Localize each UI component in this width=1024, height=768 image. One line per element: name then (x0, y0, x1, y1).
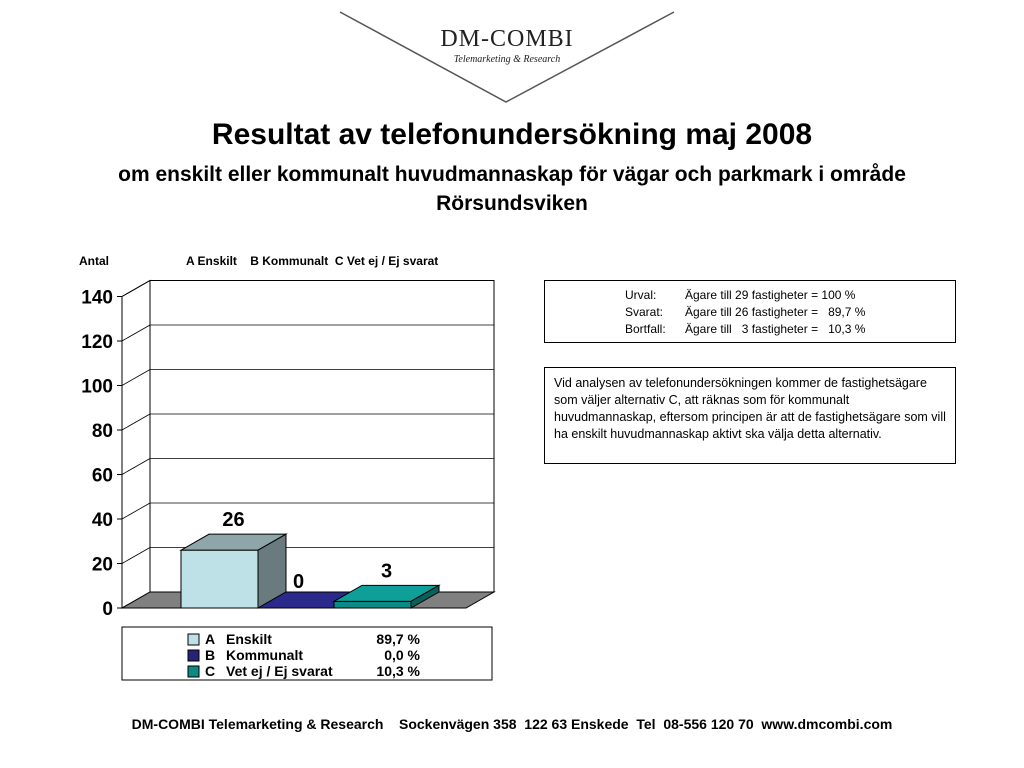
chart-series-labels: A Enskilt B Kommunalt C Vet ej / Ej svarat (186, 254, 439, 268)
legend-label: Enskilt (226, 631, 272, 647)
page-title: Resultat av telefonundersökning maj 2008 (211, 118, 813, 151)
legend-swatch (188, 666, 199, 677)
page-subtitle: om enskilt eller kommunalt huvudmannaskap för vägar och parkmark i område Rörsundsviken (118, 163, 906, 215)
info-label: Urval: (625, 288, 657, 302)
legend-swatch (188, 650, 199, 661)
info-label: Bortfall: (625, 322, 666, 336)
legend-swatch (188, 634, 199, 645)
bar-front (334, 601, 411, 608)
bar-front (181, 550, 258, 608)
analysis-note-box: Vid analysen av telefonundersökningen kommer de fastighetsägare som väljer alternativ C, att räknas som för kommunalt huvudmannaskap, eftersom principen är att de fastighetsägare som vill ha enskilt huvudmannaskap aktivt ska välja detta alternativ. (544, 367, 956, 464)
legend-key: C (205, 663, 216, 679)
chart-side-wall (122, 281, 150, 609)
legend-percent: 89,7 % (376, 631, 420, 647)
bar-data-label: 26 (222, 509, 245, 532)
y-tick-label: 140 (81, 287, 113, 309)
logo-name: DM-COMBI (440, 26, 574, 52)
legend-key: B (205, 647, 216, 663)
legend-label: Vet ej / Ej svarat (226, 663, 333, 679)
logo-tagline: Telemarketing & Research (453, 54, 561, 65)
company-logo (338, 10, 676, 106)
bar-data-label: 0 (292, 571, 305, 593)
y-tick-label: 60 (91, 465, 113, 487)
y-tick-label: 100 (81, 376, 113, 398)
info-value: Ägare till 3 fastigheter = 10,3 % (685, 322, 866, 336)
y-tick-label: 80 (91, 421, 113, 442)
y-tick-label: 20 (91, 554, 113, 576)
legend-key: A (205, 631, 216, 647)
info-value: Ägare till 29 fastigheter = 100 % (685, 288, 856, 302)
footer-contact: DM-COMBI Telemarketing & Research Sockenvägen 358 122 63 Enskede Tel 08-556 120 70 www.dmcombi.com (131, 716, 893, 732)
legend-percent: 10,3 % (376, 663, 420, 679)
y-tick-label: 0 (102, 599, 113, 620)
legend-label: Kommunalt (226, 647, 303, 663)
sample-info-box (544, 280, 956, 343)
legend-percent: 0,0 % (384, 647, 420, 663)
y-tick-label: 120 (81, 332, 113, 353)
chart-axis-label: Antal (79, 254, 109, 268)
y-tick-label: 40 (91, 510, 113, 531)
bar-chart (0, 270, 540, 730)
info-value: Ägare till 26 fastigheter = 89,7 % (685, 305, 866, 319)
info-label: Svarat: (625, 305, 664, 319)
bar-data-label: 3 (380, 560, 393, 583)
